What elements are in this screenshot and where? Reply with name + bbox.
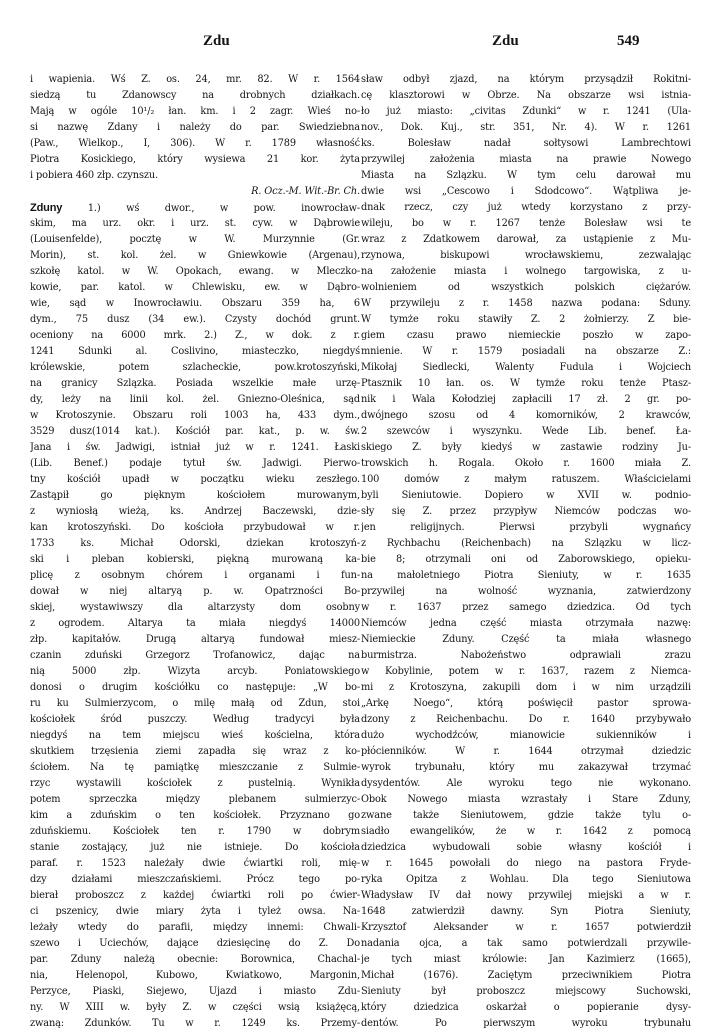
text-line: sły się Z. przez przypływ Niemców podczas wo- [361,506,691,517]
text-line: dzony z Reichenbachu. Do r. 1640 przybywało [361,714,691,725]
text-line: który dziedzica oskarżał o popieranie dysy- [361,1002,691,1013]
text-line: plicę z osobnym chórem i organami i fun- [30,570,360,581]
text-line: siedzą tu Zdanowscy na drobnych działkach. [30,90,360,101]
text-line: Mikołaj Siedlecki, Walenty Fudula i Wojciech [361,362,691,373]
text-line: z Rychbachu (Reichenbach) na Szlązku w licz- [361,538,691,549]
text-line: Morin), st. kol. żel. w Gniewkowie (Argenau), [30,250,360,261]
text-line: nov., Dok. Kuj., str. 351, Nr. 4). W r. 1261 [361,122,691,133]
text-line: w r. 1645 powołali do niego na pastora Fryde- [361,858,691,869]
text-line: skiego Z. były kiedyś w zastawie rodziny Ju- [361,442,691,453]
text-line: byli Sieniutowie. Dopiero w XVII w. podnio- [361,490,691,501]
text-line: dym., 75 dusz (34 ew.). Czysty dochód grunt. [30,314,360,325]
text-line: dy, leży na linii kol. żel. Gniezno-Oleśnica, sąd [30,394,360,405]
text-line: wolnieniem od wszystkich polskich ciężarów. [361,282,691,293]
text-line: Jana i św. Jadwigi, istniał już w r. 1241. Łaski [30,442,360,453]
page-number: 549 [617,33,640,49]
text-line: skim, ma urz. okr. i urz. st. cyw. w Dąbrowie [30,218,360,229]
text-line: par. Zduny należą obecnie: Borownica, Chachal- [30,954,360,965]
text-line: rzynowa, biskupowi wrocławskiemu, zezwalając [361,250,691,261]
text-line: (Lib. Benef.) podaje tytuł św. Jadwigi. Pierwo- [30,458,360,469]
text-line: ci pszenicy, dwie miary żyta i tyleż owsa. Na- [30,906,360,917]
text-line: 1241 Sdunki al. Coslivino, miasteczko, niegdyś [30,346,360,357]
text-line: królewskie, potem szlacheckie, pow.krotoszyński, [30,362,360,373]
text-line: zwane także Sieniutowem, gdzie także tylu o- [361,810,691,821]
text-line: w Kobylinie, potem w r. 1637, razem z Niemca- [361,666,691,677]
text-line: nią 5000 złp. Wizyta arcyb. Poniatowskiego [30,666,360,677]
text-line: burmistrza. Nabożeństwo odprawiali zrazu [361,650,691,661]
text-line: paraf. r. 1523 należały dwie ćwiartki roli, mię- [30,858,360,869]
text-line: nadania ojca, a tak samo potwierdzali przywile- [361,938,691,949]
text-line: dysydentów. Ale wyroku tego nie wykonano. [361,778,691,789]
text-line: dował w niej altaryą p. w. Opatrzności Bo- [30,586,360,597]
text-line: na małoletniego Piotra Sieniuty, w r. 1635 [361,570,691,581]
text-line: z wyniosłą wieżą, ks. Andrzej Baczewski, dzie- [30,506,360,517]
text-line: Władysław IV dał nowy przywilej miejski a w r. [361,890,691,901]
left-text-column [30,72,360,1032]
text-line: dużo wychodźców, mianowicie sukienników i [361,730,691,741]
text-line: wie, sąd w Inowrocławiu. Obszaru 359 ha, 6 [30,298,360,309]
text-line: ski i pleban kobierski, piękną murowaną ka- [30,554,360,565]
text-line: 3529 dusz(1014 kat.). Kościół par. kat., p. w. św. [30,426,360,437]
text-line: cę klasztorowi w Obrze. Na obszarze wsi istnia- [361,90,691,101]
text-line: niegdyś na tem miejscu wieś kościelna, która [30,730,360,741]
text-line: zwaną: Zdunków. Tu w r. 1249 ks. Przemy- [30,1018,360,1029]
text-line: si nazwę Zdany i należy do par. Swiedziebna [30,122,360,133]
text-line: płócienników. W r. 1644 otrzymał dziedzic [361,746,691,757]
text-line: „Arkę Noego“, którą poświęcił pastor sprowa- [361,698,691,709]
text-line: Niemieckie Zduny. Część ta miała własnego [361,634,691,645]
text-line: Zduny 1.) wś dwor., w pow. inowrocław- [30,202,360,214]
text-line: dwójnego szosu od 4 komorników, 2 krawców, [361,410,691,421]
text-line: kim a zduńskim o ten kościołek. Przyznano go [30,810,360,821]
text-line: ru ku Sulmierzycom, o milę małą od Zdun, stoi [30,698,360,709]
text-line: ks. Bolesław nadał sołtysowi Lambrechtowi [361,138,691,149]
text-line: Sieniuty był proboszcz miejscowy Suchowski, [361,986,691,997]
text-line: 2 szewców i wyszynku. Wede Lib. benef. Ła- [361,426,691,437]
text-line: dwie wsi „Cescowo i Sdodcowo“. Wątpliwa je- [361,186,691,197]
text-line: ściołem. Na tę pamiątkę mieszczanie z Sulmie- [30,762,360,773]
text-line: szkołę katol. w W. Opokach, ewang. w Mleczko- [30,266,360,277]
text-line: trowskich h. Rogala. Około r. 1600 miała Z. [361,458,691,469]
text-line: mi z Krotoszyna, zakupili dom i w nim urządzili [361,682,691,693]
text-line: bierał proboszcz z każdej ćwiartki roli po ćwier- [30,890,360,901]
text-line: siadło ewangelików, że w r. 1642 z pomocą [361,826,691,837]
text-line: wyrok trybunału, który mu zakazywał trzymać [361,762,691,773]
text-line: kan krotoszyński. Do kościoła przybudował w r. [30,522,360,533]
text-line: Michał (1676). Zaciętym przeciwnikiem Piotra [361,970,691,981]
text-line: w Krotoszynie. Obszaru roli 1003 ha, 433 dym., [30,410,360,421]
text-line: Mają w ogóle 10¹/₂ łan. km. i 2 zagr. Wieś no- [30,106,360,117]
right-text-column [361,72,691,1032]
running-header-left: Zdu [203,33,230,49]
text-line: kościołek śród puszczy. Według tradycyi była [30,714,360,725]
text-line: czanin zduński Grzegorz Trofanowicz, dając na [30,650,360,661]
text-line: W przywileju z r. 1458 nazwa podana: Sduny. [361,298,691,309]
text-line: z ogrodem. Altarya ta miała niegdyś 14000 [30,618,360,629]
text-line: dziedzica wybudowali sobie własny kościół i [361,842,691,853]
running-header-right: Zdu [492,33,519,49]
text-line: skutkiem trzęsienia ziemi zapadła się wraz z ko- [30,746,360,757]
text-line: Ptasznik 10 łan. os. W tymże roku tenże Ptasz- [361,378,691,389]
text-line: ryka Opitza z Wohlau. Dla tego Sieniutowa [361,874,691,885]
text-line: ło już miasto: „civitas Zdunki“ w r. 1241 (Ula- [361,106,691,117]
text-line: (Paw., Wielkop., I, 306). W r. 1789 własność [30,138,360,149]
text-line: w r. 1637 przez samego dziedzica. Od tych [361,602,691,613]
text-line: zduńskiemu. Kościołek ten r. 1790 w dobrym [30,826,360,837]
text-line: Miasta na Szlązku. W tym celu darował mu [361,170,691,181]
text-line: mnienie. W r. 1579 posiadali na obszarze Z.: [361,346,691,357]
text-line: oceniony na 6000 mrk. 2.) Z., w dok. z r. [30,330,360,341]
text-line: nik i Wala Kołodziej zapłacili 17 zł. 2 gr. po- [361,394,691,405]
text-line: Krzysztof Aleksander w r. 1657 potwierdził [361,922,691,933]
text-line: (Louisenfelde), pocztę w W. Murzynnie (Gr. [30,234,360,245]
text-line: bie 8; otrzymali oni od Zaborowskiego, opieku- [361,554,691,565]
text-line: wraz z Zdatkowem darował, za ustąpienie z Mu- [361,234,691,245]
text-line: i pobiera 460 złp. czynszu. [30,170,158,181]
text-line: dzy działami mieszczańskiemi. Prócz tego po- [30,874,360,885]
text-line: Perzyce, Piaski, Siejewo, Ujazd i miasto Zdu- [30,986,360,997]
text-line: W tymże roku stawiły Z. 2 żołnierzy. Z bie- [361,314,691,325]
text-line: skiej, wystawiwszy dla altarzysty dom osobny [30,602,360,613]
text-line: rzyc wystawili kościołek z pustelnią. Wynikła [30,778,360,789]
text-line: na założenie miasta i wolnego targowiska, z u- [361,266,691,277]
text-line: leżały wtedy do parafii, między innemi: Chwali- [30,922,360,933]
text-line: ny. W XIII w. były Z. w części wsią książęcą, [30,1002,360,1013]
text-line: i wapienia. Wś Z. os. 24, mr. 82. W r. 1564 [30,74,360,85]
text-line: 100 domów z małym ratuszem. Właścicielami [361,474,691,485]
text-line: stanie zostający, już nie istnieje. Do kościoła [30,842,360,853]
text-line: tny kościół upadł w początku wieku zeszłego. [30,474,360,485]
text-line: dnak rzecz, czy już wtedy korzystano z przy- [361,202,691,213]
text-line: 1648 zatwierdził dawny. Syn Piotra Sieniuty, [361,906,691,917]
text-line: przywilej założenia miasta na prawie Nowego [361,154,691,165]
text-line: Piotra Kosickiego, który wysiewa 21 kor. żyta [30,154,360,165]
text-line: kowie, par. katol. w Chlewisku, ew. w Dąbro- [30,282,360,293]
text-line: nia, Helenopol, Kubowo, Kwiatkowo, Margonin, [30,970,360,981]
text-line: potem sprzeczka między plebanem sulmierzyc- [30,794,360,805]
text-line: R. Ocz.-M. Wit.-Br. Ch. [251,186,360,197]
text-line: Zastąpił go pięknym kościołem murowanym, [30,490,360,501]
text-line: sław odbył zjazd, na którym przysądził Rokitni- [361,74,691,85]
text-line: je tych miast królowie: Jan Kazimierz (1665), [361,954,691,965]
text-line: giem czasu prawo niemieckie poszło w zapo- [361,330,691,341]
text-line: na granicy Szlązka. Posiada wszelkie małe urzę- [30,378,360,389]
text-line: donosi o drugim kościółku co następuje: „W bo- [30,682,360,693]
text-line: jen religijnych. Pierwsi przybyli wygnańcy [361,522,691,533]
text-line: 1733 ks. Michał Odorski, dziekan krotoszyń- [30,538,360,549]
text-line: dentów. Po pierwszym wyroku trybunału [361,1018,691,1029]
text-line: wileju, bo w r. 1267 tenże Bolesław wsi te [361,218,691,229]
text-line: Niemców jedna część miasta otrzymała nazwę: [361,618,691,629]
text-line: Obok Nowego miasta wzrastały i Stare Zduny, [361,794,691,805]
text-line: złp. kapitałów. Drugą altaryą fundował miesz- [30,634,360,645]
text-line: przywilej na wolność wyznania, zatwierdzony [361,586,691,597]
text-line: szewo i Uciechów, dające dziesięcinę do Z. Do [30,938,360,949]
